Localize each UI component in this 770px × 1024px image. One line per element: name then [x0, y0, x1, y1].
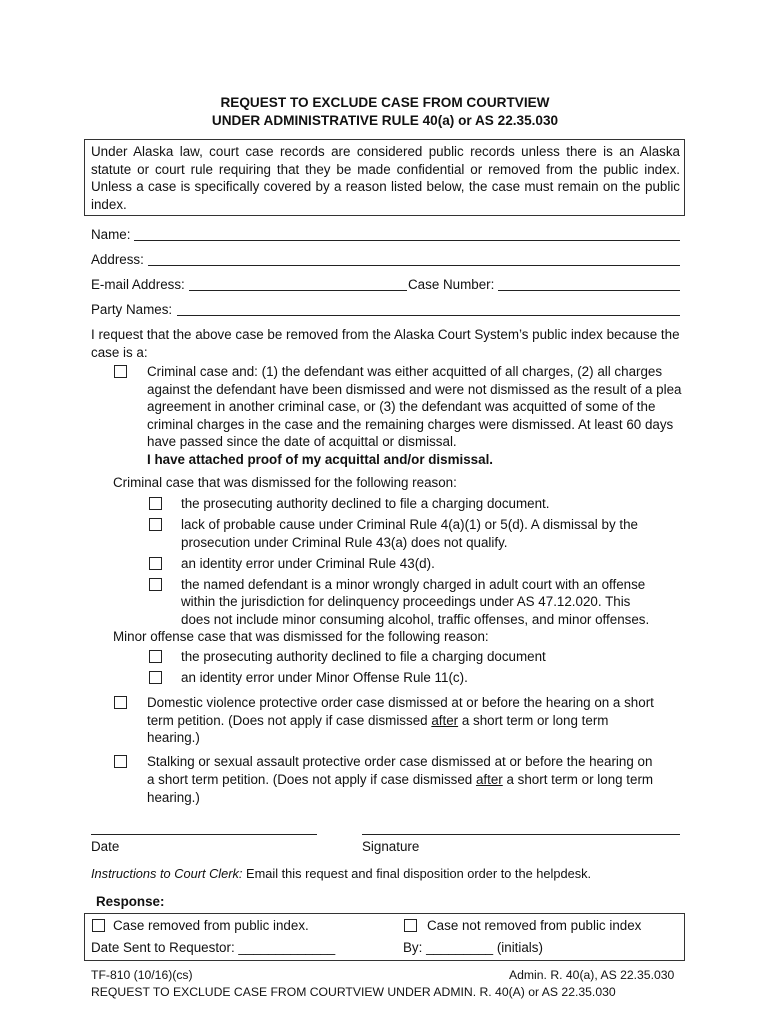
- criminal-dismissed-heading: Criminal case that was dismissed for the following reason:: [113, 475, 457, 490]
- stalking-checkbox[interactable]: [114, 755, 127, 768]
- case-not-removed-checkbox[interactable]: [404, 919, 417, 932]
- response-heading: Response:: [96, 894, 165, 909]
- signature-label: Signature: [362, 839, 420, 854]
- address-label: Address:: [91, 252, 144, 267]
- intro-text: Under Alaska law, court case records are considered public records unless there is an Alaska statute or court rule requiring that they be made confidential or removed from the public index. Unless a case is specifically covered by a reason listed below, the case must remain on the public index.: [91, 144, 680, 212]
- email-field[interactable]: [189, 290, 407, 291]
- date-label: Date: [91, 839, 120, 854]
- criminal-acquitted-text: Criminal case and: (1) the defendant was either acquitted of all charges, (2) all charges against the defendant have been dismissed and were not dismissed as the result of a plea agreement in another criminal case, or (3) the defendant was acquitted of some of the criminal charges in the case and the remaining charges were dismissed. At least 60 days have passed since the date of acquittal or dismissal.: [147, 364, 682, 449]
- criminal-probable-cause-checkbox[interactable]: [149, 518, 162, 531]
- case-removed-checkbox[interactable]: [92, 919, 105, 932]
- clerk-instructions: Instructions to Court Clerk: Email this request and final disposition order to the helpdesk.: [91, 866, 592, 881]
- domestic-violence-text-2: term petition. (Does not apply if case dismissed after a short term or long term: [147, 713, 609, 728]
- rule-reference: Admin. R. 40(a), AS 22.35.030: [509, 968, 675, 982]
- stalking-text-3: hearing.): [147, 790, 200, 805]
- domestic-violence-text-1: Domestic violence protective order case dismissed at or before the hearing on a short: [147, 695, 654, 710]
- criminal-minor-checkbox[interactable]: [149, 578, 162, 591]
- minor-identity-error-text: an identity error under Minor Offense Rule 11(c).: [181, 670, 468, 685]
- name-label: Name:: [91, 227, 131, 242]
- name-field[interactable]: [134, 240, 680, 241]
- stalking-text-2: a short term petition. (Does not apply if case dismissed after a short term or long term: [147, 772, 654, 787]
- minor-offense-heading: Minor offense case that was dismissed for the following reason:: [113, 629, 489, 644]
- case-not-removed-label: Case not removed from public index: [427, 918, 642, 933]
- criminal-declined-text: the prosecuting authority declined to file a charging document.: [181, 496, 550, 511]
- initials-field[interactable]: By: _________ (initials): [403, 940, 543, 955]
- criminal-probable-cause-text-1: lack of probable cause under Criminal Rule 4(a)(1) or 5(d). A dismissal by the: [181, 517, 638, 532]
- criminal-acquitted-proof: I have attached proof of my acquittal and/or dismissal.: [147, 452, 494, 467]
- date-line[interactable]: [91, 834, 317, 835]
- form-title-line1: REQUEST TO EXCLUDE CASE FROM COURTVIEW: [220, 95, 550, 110]
- criminal-minor-text-2: within the jurisdiction for delinquency proceedings under AS 47.12.020. This: [181, 594, 631, 609]
- criminal-probable-cause-text-2: prosecution under Criminal Rule 43(a) does not qualify.: [181, 535, 508, 550]
- domestic-violence-checkbox[interactable]: [114, 696, 127, 709]
- criminal-identity-error-checkbox[interactable]: [149, 557, 162, 570]
- case-number-label: Case Number:: [408, 277, 495, 292]
- criminal-identity-error-text: an identity error under Criminal Rule 43(d).: [181, 556, 435, 571]
- email-label: E-mail Address:: [91, 277, 185, 292]
- address-field[interactable]: [148, 265, 680, 266]
- case-number-field[interactable]: [498, 290, 680, 291]
- footer-title: REQUEST TO EXCLUDE CASE FROM COURTVIEW UNDER ADMIN. R. 40(A) or AS 22.35.030: [91, 985, 616, 999]
- criminal-minor-text-1: the named defendant is a minor wrongly charged in adult court with an offense: [181, 577, 646, 592]
- stalking-text-1: Stalking or sexual assault protective order case dismissed at or before the hearing on: [147, 754, 653, 769]
- form-title-line2: UNDER ADMINISTRATIVE RULE 40(a) or AS 22.35.030: [211, 113, 559, 128]
- minor-declined-text: the prosecuting authority declined to file a charging document: [181, 649, 546, 664]
- domestic-violence-text-3: hearing.): [147, 730, 200, 745]
- criminal-minor-text-3: does not include minor consuming alcohol, traffic offenses, and minor offenses.: [181, 612, 650, 627]
- signature-line[interactable]: [362, 834, 680, 835]
- date-sent-field[interactable]: Date Sent to Requestor: _____________: [91, 940, 336, 955]
- party-names-field[interactable]: [177, 315, 680, 316]
- party-names-label: Party Names:: [91, 302, 173, 317]
- criminal-acquitted-checkbox[interactable]: [114, 365, 127, 378]
- form-id: TF-810 (10/16)(cs): [91, 968, 193, 982]
- minor-identity-error-checkbox[interactable]: [149, 671, 162, 684]
- minor-declined-checkbox[interactable]: [149, 650, 162, 663]
- case-removed-label: Case removed from public index.: [113, 918, 309, 933]
- request-statement: I request that the above case be removed from the Alaska Court System’s public index because the case is a:: [91, 327, 680, 360]
- criminal-declined-checkbox[interactable]: [149, 497, 162, 510]
